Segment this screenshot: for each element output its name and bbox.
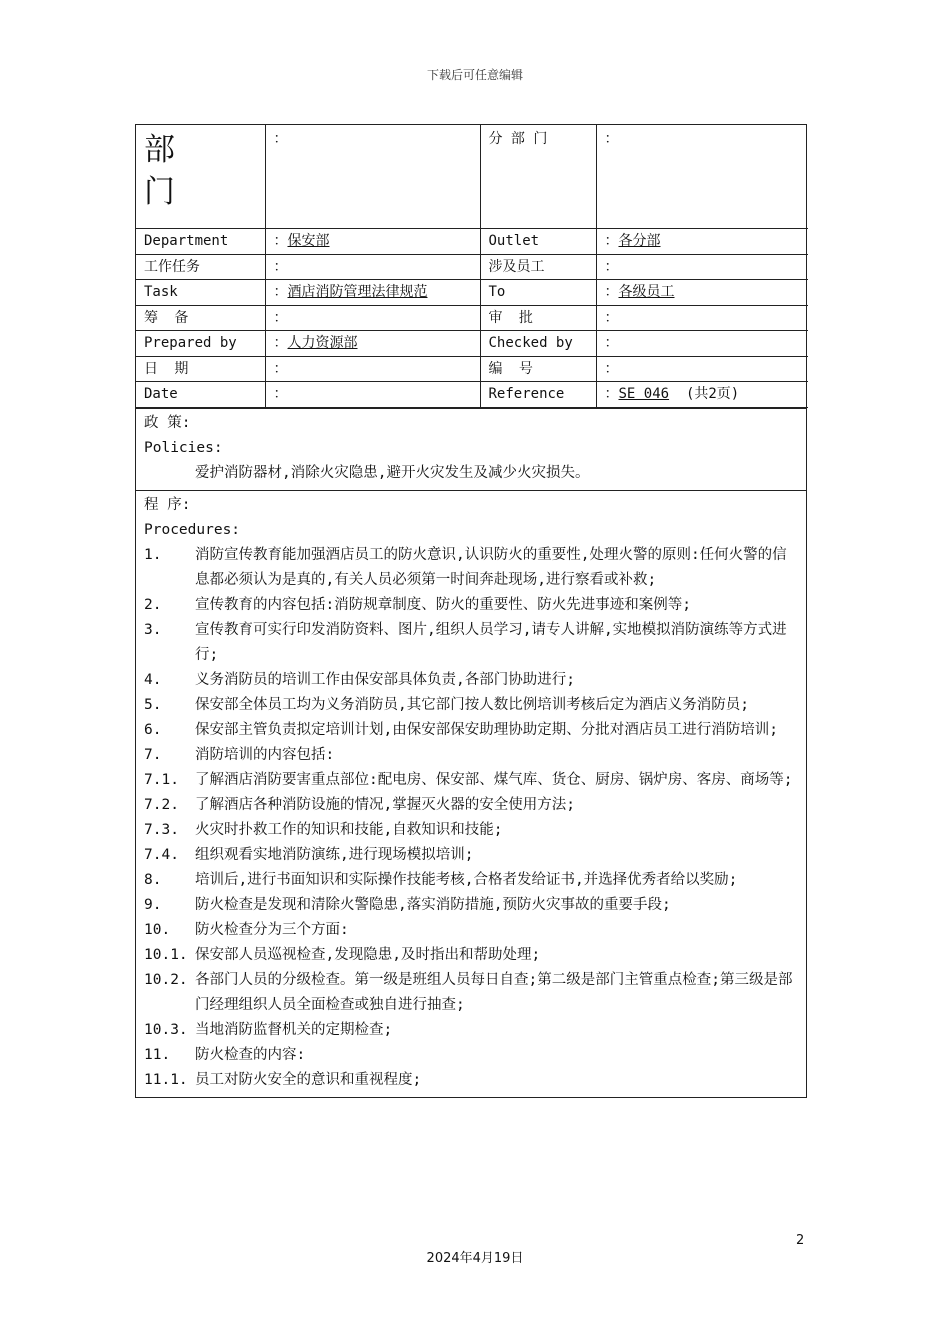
procedure-item	[144, 968, 798, 1018]
procedure-item	[144, 943, 798, 968]
reference-value-cell: ：SE 046 (共2页)	[596, 382, 808, 408]
procedure-text: 培训后,进行书面知识和实际操作技能考核,合格者发给证书,并选择优秀者给以奖励;	[195, 871, 738, 888]
procedure-number: 1.	[144, 546, 162, 563]
department-label: Department	[136, 229, 265, 255]
page-number: 2	[796, 1233, 805, 1248]
outlet-value-cell: ：各分部	[596, 229, 808, 255]
procedure-number: 11.	[144, 1046, 171, 1063]
date-value-cell: ：	[265, 382, 480, 408]
to-value: 各级员工	[618, 284, 675, 301]
sub-dept-value-cell: ：	[596, 125, 808, 229]
procedure-item	[144, 893, 798, 918]
header-note: 下载后可任意编辑	[426, 68, 523, 82]
procedure-number: 11.1.	[144, 1071, 188, 1088]
procedure-item	[144, 868, 798, 893]
procedure-text: 组织观看实地消防演练,进行现场模拟培训;	[195, 846, 474, 863]
procedure-item	[144, 618, 798, 668]
sub-dept-label: 分 部 门	[480, 125, 596, 229]
procedure-number: 10.2.	[144, 971, 188, 988]
dept-big-label: 部门	[144, 132, 175, 210]
procedure-item	[144, 843, 798, 868]
procedure-number: 10.	[144, 921, 171, 938]
procedure-text: 员工对防火安全的意识和重视程度;	[195, 1071, 422, 1088]
involved-label: 涉及员工	[480, 254, 596, 280]
procedure-number: 10.3.	[144, 1021, 188, 1038]
procedure-number: 2.	[144, 596, 162, 613]
procedure-item	[144, 693, 798, 718]
prepared-value: 人力资源部	[287, 335, 358, 352]
procedure-text: 防火检查是发现和清除火警隐患,落实消防措施,预防火灾事故的重要手段;	[195, 896, 671, 913]
procedure-number: 9.	[144, 896, 162, 913]
procedure-text: 义务消防员的培训工作由保安部具体负责,各部门协助进行;	[195, 671, 575, 688]
procedures-section	[136, 490, 806, 1097]
procedure-number: 8.	[144, 871, 162, 888]
approve-cn-value-cell: ：	[596, 305, 808, 331]
reference-value: SE 046	[618, 386, 670, 403]
procedure-item	[144, 593, 798, 618]
procedures-title-cn: 程 序:	[144, 496, 191, 513]
to-label: To	[480, 280, 596, 306]
date-cn-value-cell: ：	[265, 356, 480, 382]
procedure-text: 防火检查的内容:	[195, 1046, 306, 1063]
procedure-text: 各部门人员的分级检查。第一级是班组人员每日自查;第二级是部门主管重点检查;第三级是部门经理组织人员全面检查或独自进行抽查;	[195, 971, 793, 1013]
prepared-cn-value-cell: ：	[265, 305, 480, 331]
procedure-item	[144, 818, 798, 843]
procedure-text: 保安部全体员工均为义务消防员,其它部门按人数比例培训考核后定为酒店义务消防员;	[195, 696, 749, 713]
procedure-number: 7.	[144, 746, 162, 763]
checked-value-cell: ：	[596, 331, 808, 357]
reference-pages: (共2页)	[685, 386, 740, 403]
procedure-item	[144, 768, 798, 793]
checked-label: Checked by	[480, 331, 596, 357]
procedure-number: 7.1.	[144, 771, 179, 788]
procedure-item	[144, 918, 798, 943]
procedure-text: 防火检查分为三个方面:	[195, 921, 349, 938]
procedure-number: 10.1.	[144, 946, 188, 963]
prepared-label: Prepared by	[136, 331, 265, 357]
procedure-item	[144, 543, 798, 593]
procedure-number: 4.	[144, 671, 162, 688]
procedure-text: 当地消防监督机关的定期检查;	[195, 1021, 393, 1038]
reference-label: Reference	[480, 382, 596, 408]
procedure-text: 消防培训的内容包括:	[195, 746, 335, 763]
task-cn-value-cell: ：	[265, 254, 480, 280]
number-cn-label: 编 号	[480, 356, 596, 382]
number-cn-value-cell: ：	[596, 356, 808, 382]
procedure-number: 7.2.	[144, 796, 179, 813]
prepared-cn-label: 筹 备	[136, 305, 265, 331]
department-value: 保安部	[287, 233, 330, 250]
procedure-text: 宣传教育可实行印发消防资料、图片,组织人员学习,请专人讲解,实地模拟消防演练等方式进行;	[195, 621, 787, 663]
procedure-number: 6.	[144, 721, 162, 738]
procedures-title-en: Procedures:	[144, 521, 241, 538]
policies-title-en: Policies:	[144, 439, 223, 456]
procedure-text: 消防宣传教育能加强酒店员工的防火意识,认识防火的重要性,处理火警的原则:任何火警的信息都必须认为是真的,有关人员必须第一时间奔赴现场,进行察看或补救;	[195, 546, 787, 588]
task-value-cell: ：酒店消防管理法律规范	[265, 280, 480, 306]
procedure-text: 了解酒店各种消防设施的情况,掌握灭火器的安全使用方法;	[195, 796, 575, 813]
procedure-item	[144, 1068, 798, 1093]
outlet-label: Outlet	[480, 229, 596, 255]
procedure-item	[144, 668, 798, 693]
procedure-number: 7.3.	[144, 821, 179, 838]
procedure-item	[144, 793, 798, 818]
document-form	[135, 124, 807, 1098]
procedures-list	[144, 543, 798, 1093]
department-value-cell: ：保安部	[265, 229, 480, 255]
procedure-item	[144, 718, 798, 743]
to-value-cell: ：各级员工	[596, 280, 808, 306]
procedure-item	[144, 1043, 798, 1068]
procedure-text: 了解酒店消防要害重点部位:配电房、保安部、煤气库、货仓、厨房、锅炉房、客房、商场等;	[195, 771, 793, 788]
policies-title-cn: 政 策:	[144, 414, 191, 431]
date-label: Date	[136, 382, 265, 408]
policies-text: 爱护消防器材,消除火灾隐患,避开火灾发生及减少火灾损失。	[195, 464, 590, 481]
involved-value-cell: ：	[596, 254, 808, 280]
footer-date: 2024年4月19日	[426, 1251, 524, 1266]
date-cn-label: 日 期	[136, 356, 265, 382]
procedure-number: 3.	[144, 621, 162, 638]
dept-value-cell: ：	[265, 125, 480, 229]
procedure-number: 7.4.	[144, 846, 179, 863]
header-table	[136, 125, 808, 408]
procedure-text: 保安部人员巡视检查,发现隐患,及时指出和帮助处理;	[195, 946, 541, 963]
prepared-value-cell: ：人力资源部	[265, 331, 480, 357]
procedure-number: 5.	[144, 696, 162, 713]
task-cn-label: 工作任务	[136, 254, 265, 280]
approve-cn-label: 审 批	[480, 305, 596, 331]
procedure-item	[144, 1018, 798, 1043]
task-value: 酒店消防管理法律规范	[287, 284, 428, 301]
task-label: Task	[136, 280, 265, 306]
procedure-item	[144, 743, 798, 768]
policies-section	[136, 408, 806, 490]
outlet-value: 各分部	[618, 233, 661, 250]
procedure-text: 保安部主管负责拟定培训计划,由保安部保安助理协助定期、分批对酒店员工进行消防培训;	[195, 721, 778, 738]
procedure-text: 宣传教育的内容包括:消防规章制度、防火的重要性、防火先进事迹和案例等;	[195, 596, 691, 613]
procedure-text: 火灾时扑救工作的知识和技能,自救知识和技能;	[195, 821, 503, 838]
